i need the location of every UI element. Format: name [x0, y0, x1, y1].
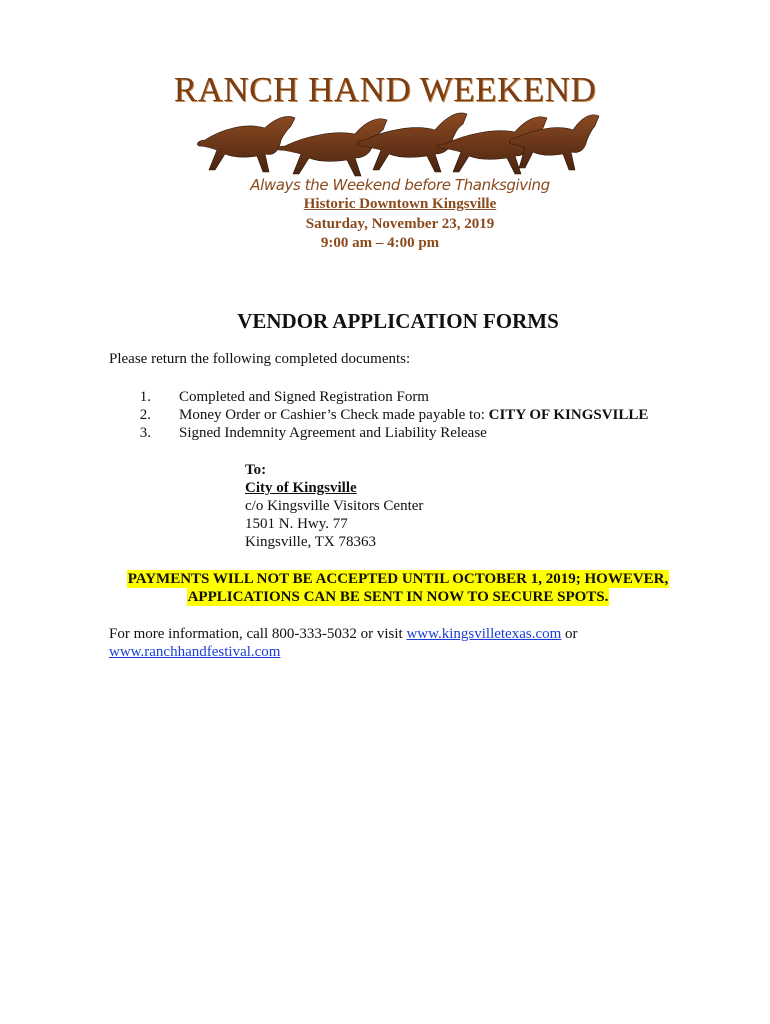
list-item-text	[179, 407, 648, 424]
payee-name: CITY OF KINGSVILLE	[488, 407, 649, 423]
event-venue: Historic Downtown Kingsville	[303, 196, 497, 212]
document-heading: VENDOR APPLICATION FORMS	[237, 309, 559, 333]
kingsville-website-link[interactable]: www.kingsvilletexas.com	[406, 626, 562, 642]
event-hours: 9:00 am – 4:00 pm	[320, 235, 440, 251]
contact-info-or: or	[561, 626, 578, 642]
list-item-label: Completed and Signed Registration Form	[179, 389, 429, 405]
list-item-number: 2.	[139, 407, 151, 423]
list-item-label: Money Order or Cashier’s Check made payable to:	[179, 407, 489, 423]
intro-text: Please return the following completed documents:	[109, 351, 411, 367]
list-item-label: Signed Indemnity Agreement and Liability Release	[179, 425, 487, 441]
list-item-number: 1.	[139, 389, 151, 405]
address-to-label: To:	[245, 462, 267, 478]
payment-notice-line-2	[0, 589, 770, 606]
address-line-1: c/o Kingsville Visitors Center	[245, 498, 424, 514]
address-name: City of Kingsville	[245, 480, 357, 496]
contact-info-text: For more information, call 800-333-5032 or visit	[109, 626, 407, 642]
list-item-text	[179, 425, 487, 442]
event-date: Saturday, November 23, 2019	[305, 216, 495, 232]
ranchhand-website-link[interactable]: www.ranchhandfestival.com	[109, 644, 281, 660]
address-line-2: 1501 N. Hwy. 77	[245, 516, 348, 532]
event-tagline: Always the Weekend before Thanksgiving	[250, 176, 550, 194]
highlighted-text: PAYMENTS WILL NOT BE ACCEPTED UNTIL OCTOBER 1, 2019; HOWEVER,	[127, 571, 669, 587]
list-item-number: 3.	[139, 425, 151, 441]
address-line-3: Kingsville, TX 78363	[245, 534, 376, 550]
contact-info	[109, 626, 578, 643]
contact-info-line-2	[109, 644, 280, 661]
list-item-text	[179, 389, 429, 406]
highlighted-text: APPLICATIONS CAN BE SENT IN NOW TO SECURE SPOTS.	[187, 589, 609, 605]
payment-notice-line-1	[0, 571, 770, 588]
running-horses-image	[195, 100, 605, 180]
event-title: RANCH HAND WEEKEND	[173, 70, 597, 109]
